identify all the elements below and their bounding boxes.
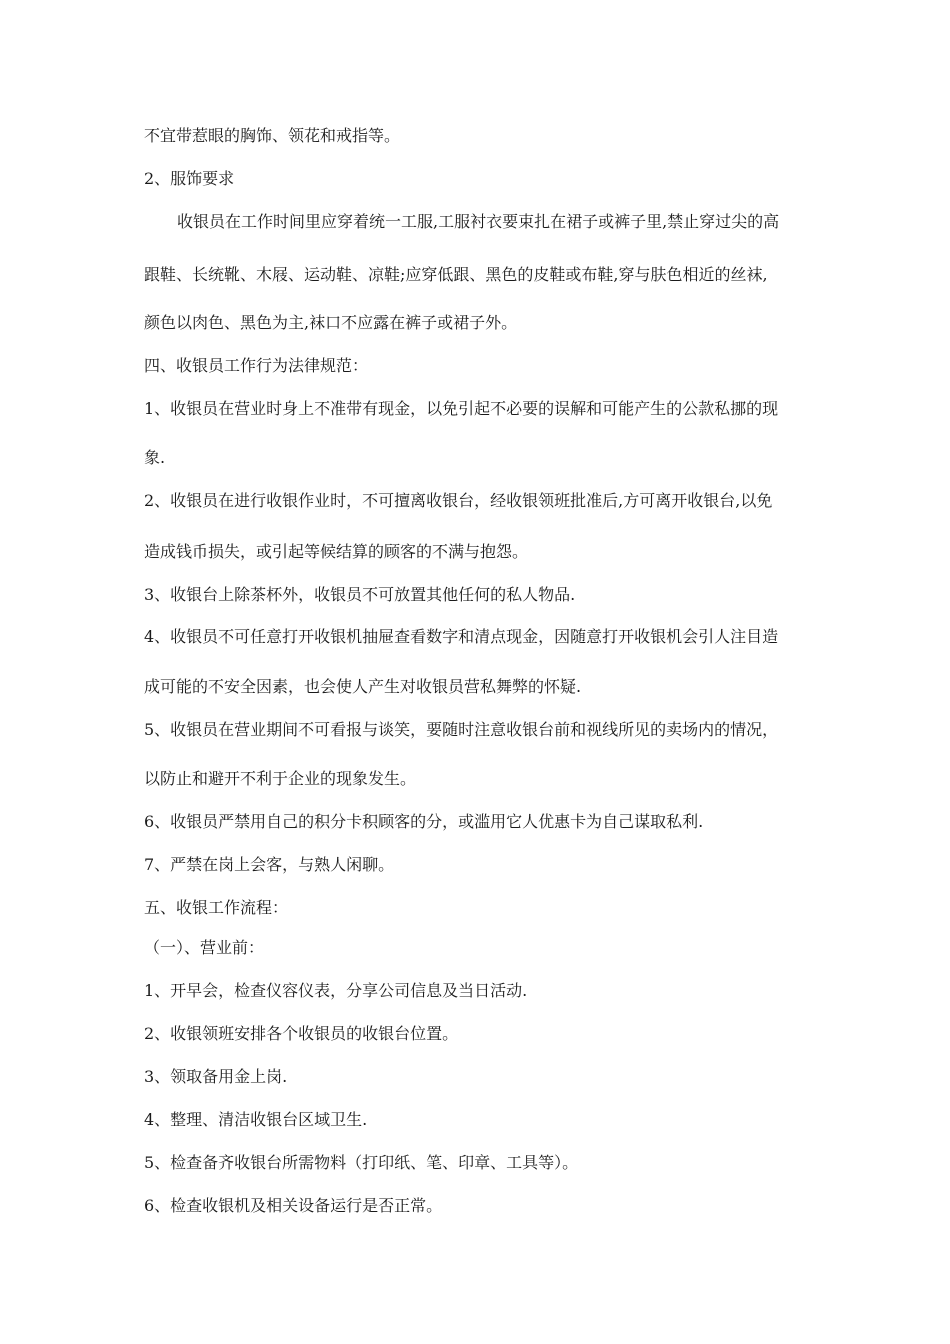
subsection-heading: （一）、营业前：: [144, 938, 265, 957]
paragraph-line: 跟鞋、长统靴、木屐、运动鞋、凉鞋;应穿低跟、黑色的皮鞋或布鞋,穿与肤色相近的丝袜,: [144, 265, 768, 284]
paragraph-line: 造成钱币损失，或引起等候结算的顾客的不满与抱怨。: [144, 542, 529, 561]
paragraph-line: 成可能的不安全因素，也会使人产生对收银员营私舞弊的怀疑.: [144, 677, 582, 696]
paragraph-line: 3、收银台上除茶杯外，收银员不可放置其他任何的私人物品.: [144, 585, 576, 604]
section-heading: 四、收银员工作行为法律规范：: [144, 356, 369, 375]
list-item: 3、领取备用金上岗.: [144, 1067, 288, 1086]
paragraph-line: 1、收银员在营业时身上不准带有现金，以免引起不必要的误解和可能产生的公款私挪的现: [144, 399, 779, 418]
list-item: 5、检查备齐收银台所需物料（打印纸、笔、印章、工具等）。: [144, 1153, 579, 1172]
list-item: 2、收银领班安排各个收银员的收银台位置。: [144, 1024, 459, 1043]
paragraph-line: 以防止和避开不利于企业的现象发生。: [144, 769, 417, 788]
paragraph-line: 收银员在工作时间里应穿着统一工服,工服衬衣要束扎在裙子或裤子里,禁止穿过尖的高: [177, 212, 780, 231]
paragraph-line: 象.: [144, 448, 166, 467]
section-heading: 五、收银工作流程：: [144, 898, 289, 917]
list-item: 4、整理、清洁收银台区域卫生.: [144, 1110, 368, 1129]
section-heading: 2、服饰要求: [144, 169, 235, 188]
paragraph-line: 2、收银员在进行收银作业时，不可擅离收银台，经收银领班批准后,方可离开收银台,以免: [144, 491, 773, 510]
paragraph-line: 5、收银员在营业期间不可看报与谈笑，要随时注意收银台前和视线所见的卖场内的情况，: [144, 720, 779, 739]
paragraph-line: 7、严禁在岗上会客，与熟人闲聊。: [144, 855, 395, 874]
paragraph-line: 颜色以肉色、黑色为主,袜口不应露在裤子或裙子外。: [144, 313, 518, 332]
list-item: 6、检查收银机及相关设备运行是否正常。: [144, 1196, 443, 1215]
paragraph-line: 6、收银员严禁用自己的积分卡积顾客的分，或滥用它人优惠卡为自己谋取私利.: [144, 812, 704, 831]
paragraph-line: 不宜带惹眼的胸饰、领花和戒指等。: [144, 126, 401, 145]
paragraph-line: 4、收银员不可任意打开收银机抽屉查看数字和清点现金，因随意打开收银机会引人注目造: [144, 627, 779, 646]
list-item: 1、开早会，检查仪容仪表，分享公司信息及当日活动.: [144, 981, 528, 1000]
